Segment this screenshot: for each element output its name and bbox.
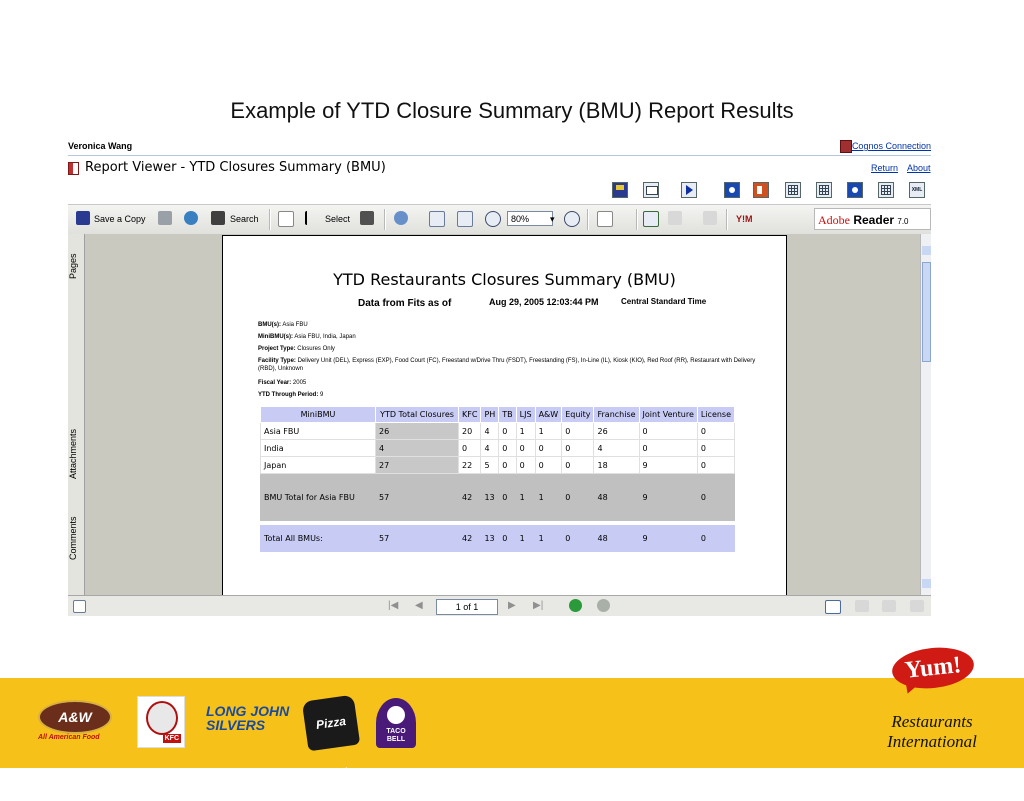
pdf-format-icon[interactable] [753,182,769,198]
adobe-toolbar [68,204,931,235]
report-page [222,235,787,596]
table-header-row [261,407,735,423]
table-cell: 42 [459,474,481,521]
fit-height-icon[interactable] [429,211,445,227]
user-name: Veronica Wang [68,141,133,151]
table-cell: 48 [594,474,639,521]
toolbar-separator [384,209,386,230]
meta-fiscal-year: Fiscal Year: 2005 [258,380,307,386]
closures-table [260,406,735,552]
bell-icon [387,706,405,724]
bmu-total-row [261,474,735,521]
table-cell: 0 [562,440,594,457]
report-title: YTD Restaurants Closures Summary (BMU) [333,270,676,289]
meta-ytd-period: YTD Through Period: 9 [258,392,324,398]
spellcheck-icon[interactable] [643,211,659,227]
table-cell: Asia FBU [261,423,376,440]
toolbar-separator [269,209,271,230]
select-button[interactable]: Select [325,214,351,224]
vertical-scrollbar[interactable] [920,234,931,595]
table-cell: 0 [499,440,516,457]
save-copy-button[interactable]: Save a Copy [94,214,146,224]
back-view-icon[interactable] [569,599,582,612]
about-link[interactable]: About [907,163,931,173]
yum-logo: Yum! [890,644,976,692]
table-cell: 0 [562,474,594,521]
toolbar-separator [587,209,589,230]
table-cell: 13 [481,526,499,552]
zoom-out-icon[interactable] [485,211,501,227]
table-cell: 4 [376,440,459,457]
table-cell: 20 [459,423,481,440]
table-cell: 4 [481,423,499,440]
fit-width-icon[interactable] [457,211,473,227]
table-cell: BMU Total for Asia FBU [261,474,376,521]
table-cell: 0 [697,440,734,457]
table-cell: 0 [516,440,535,457]
table-row [261,457,735,474]
adobe-reader-logo: Adobe Reader 7.0 [814,208,931,230]
page-layout-icon[interactable] [597,211,613,227]
search-button[interactable]: Search [230,214,259,224]
table-cell: 1 [516,526,535,552]
undo-icon[interactable] [668,211,682,225]
csv-format-icon[interactable] [816,182,832,198]
column-header: LJS [516,407,535,423]
table-cell: 26 [594,423,639,440]
meta-minibmu: MiniBMU(s): Asia FBU, India, Japan [258,334,356,340]
taco-bell-logo: TACO BELL [376,698,416,748]
toolbar-separator [726,209,728,230]
table-cell: 0 [697,474,734,521]
table-cell: 9 [639,457,697,474]
facing-icon[interactable] [882,600,896,612]
status-bar [68,595,931,616]
table-cell: 57 [376,526,459,552]
return-link[interactable]: Return [871,163,899,173]
floppy-disk-icon[interactable] [76,211,90,225]
meta-facility-type: Facility Type: Delivery Unit (DEL), Express (EXP), Food Court (FC), Freestand w/Drive Thru (FSDT), Freestanding (FS), In-Line (IL), Kiosk (KIO), Red Roof (RR), Restaurant with Delivery (RBD), Unknown [258,358,756,372]
page-number-input[interactable]: 1 of 1 [436,599,498,615]
colonel-icon [146,701,178,735]
kfc-logo: KFC [137,696,185,748]
hand-tool-icon[interactable] [278,211,294,227]
table-cell: 9 [639,474,697,521]
table-cell: 1 [516,474,535,521]
table-cell: 1 [535,526,562,552]
table-cell: 1 [516,423,535,440]
table-cell: 0 [562,526,594,552]
scroll-down-icon[interactable] [922,579,931,588]
scroll-up-icon[interactable] [922,246,931,255]
table-cell: 0 [562,423,594,440]
table-cell: 0 [697,423,734,440]
table-cell: 5 [481,457,499,474]
save-report-icon[interactable] [612,182,628,198]
table-cell: 0 [639,440,697,457]
continuous-facing-icon[interactable] [910,600,924,612]
meta-bmu: BMU(s): Asia FBU [258,322,308,328]
html-format-icon[interactable] [724,182,740,198]
single-page-icon[interactable] [825,600,841,614]
column-header: TB [499,407,516,423]
table-cell: Total All BMUs: [261,526,376,552]
view-icon[interactable] [847,182,863,198]
pizza-hut-logo: Pizza Hut [302,695,360,752]
yahoo-toolbar-icon[interactable]: Y!M [736,214,753,224]
email-globe-icon[interactable] [184,211,198,225]
slide-title: Example of YTD Closure Summary (BMU) Report Results [230,98,794,123]
cognos-connection-link[interactable]: Cognos Connection [851,141,931,151]
report-timezone: Central Standard Time [621,297,707,306]
column-header: Joint Venture [639,407,697,423]
first-page-icon[interactable]: |◀ [388,600,399,611]
table-cell: 0 [697,526,734,552]
table-cell: 1 [535,423,562,440]
column-header: KFC [459,407,481,423]
table-cell: 18 [594,457,639,474]
snapshot-icon[interactable] [360,211,374,225]
table-cell: 0 [499,423,516,440]
table-cell: 0 [499,474,516,521]
toolbar-separator [636,209,638,230]
data-from-label: Data from Fits as of [358,298,452,309]
forward-view-icon[interactable] [597,599,610,612]
user-bar [68,138,931,156]
yum-tagline: Restaurants International [887,712,977,751]
continuous-icon[interactable] [855,600,869,612]
column-header: Equity [562,407,594,423]
column-header: Franchise [594,407,639,423]
table-cell: 0 [535,440,562,457]
table-cell: 0 [562,457,594,474]
table-cell: 27 [376,457,459,474]
browser-window [68,138,931,616]
table-cell: 4 [594,440,639,457]
table-cell: 0 [535,457,562,474]
scroll-thumb[interactable] [922,262,931,362]
tab-attachments[interactable]: Attachments [68,428,78,480]
table-cell: 26 [376,423,459,440]
chevron-down-icon[interactable]: ▾ [550,214,555,224]
grand-total-row [261,526,735,552]
brand-footer [0,678,1024,781]
zoom-input[interactable]: 80% [507,211,553,226]
previous-page-icon[interactable]: ◀ [415,600,423,611]
table-cell: 0 [499,457,516,474]
table-cell: 42 [459,526,481,552]
aw-logo: A&W [38,700,112,734]
layout-icon[interactable] [878,182,894,198]
email-icon[interactable] [643,182,659,198]
table-cell: 0 [516,457,535,474]
report-date: Aug 29, 2005 12:03:44 PM [489,297,599,307]
column-header: MiniBMU [261,407,376,423]
table-cell: 0 [499,526,516,552]
table-cell: India [261,440,376,457]
cognos-icon [840,140,852,153]
run-report-icon[interactable] [681,182,697,198]
navigation-pane-tabs [68,234,85,595]
table-cell: 0 [459,440,481,457]
report-viewer-header [68,158,931,178]
table-cell: Japan [261,457,376,474]
table-cell: 0 [639,423,697,440]
table-cell: 0 [697,457,734,474]
report-action-bar [68,179,931,203]
table-row [261,440,735,457]
zoom-in-icon[interactable] [564,211,580,227]
table-cell: 22 [459,457,481,474]
binoculars-icon[interactable] [211,211,225,225]
meta-project-type: Project Type: Closures Only [258,346,335,352]
tab-pages[interactable]: Pages [68,253,78,279]
long-john-silvers-logo: LONG JOHN SILVERS [206,703,290,733]
tab-comments[interactable]: Comments [68,516,78,560]
report-icon [68,162,79,175]
next-page-icon[interactable]: ▶ [508,600,516,611]
text-cursor-icon[interactable] [305,211,315,225]
last-page-icon[interactable]: ▶| [533,600,544,611]
column-header: License [697,407,734,423]
table-cell: 13 [481,474,499,521]
column-header: PH [481,407,499,423]
table-cell: 48 [594,526,639,552]
xls-format-icon[interactable] [785,182,801,198]
report-viewer-title: Report Viewer - YTD Closures Summary (BMU) [85,160,386,175]
document-icon[interactable] [703,211,717,225]
table-cell: 4 [481,440,499,457]
table-cell: 57 [376,474,459,521]
table-row [261,423,735,440]
print-icon[interactable] [158,211,172,225]
xml-format-icon[interactable]: XML [909,182,925,198]
column-header: A&W [535,407,562,423]
zoom-in-tool-icon[interactable] [394,211,408,225]
table-cell: 9 [639,526,697,552]
aw-tagline: All American Food [38,734,100,741]
options-icon[interactable] [73,600,86,613]
table-cell: 1 [535,474,562,521]
column-header: YTD Total Closures [376,407,459,423]
